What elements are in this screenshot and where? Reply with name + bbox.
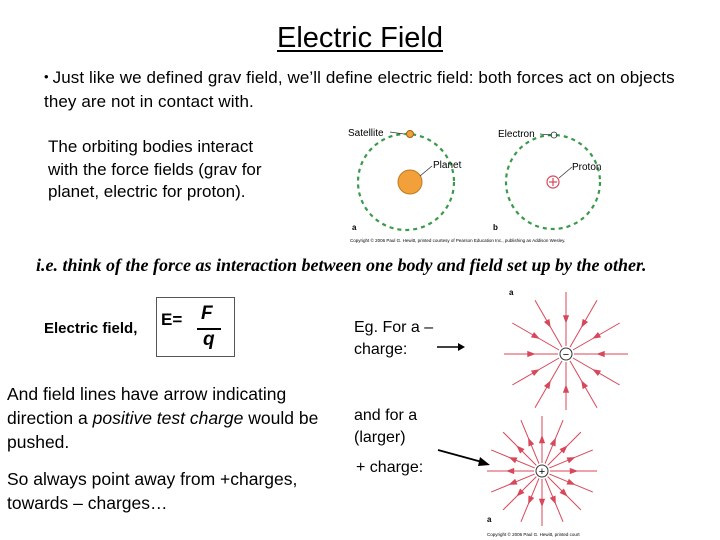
neg-field-arrowhead — [532, 370, 539, 375]
arrow-icon — [436, 341, 466, 353]
pos-field-arrowhead — [540, 499, 545, 505]
pos-field-arrowhead — [510, 458, 517, 463]
neg-field-arrowhead — [582, 320, 587, 327]
pos-field-arrowhead — [529, 439, 534, 446]
pos-field-arrowhead — [567, 458, 574, 463]
negative-charge-symbol: − — [562, 349, 570, 361]
pos-field-arrowhead — [540, 436, 545, 442]
neg-field-arrowhead — [528, 352, 534, 357]
positive-charge-caption: and for a (larger) — [354, 407, 418, 446]
neg-field-arrowhead — [532, 333, 539, 338]
pos-panel-label: a — [487, 515, 492, 524]
satellite-label: Satellite — [348, 128, 384, 139]
orbit-description: The orbiting bodies interact with the force fields (grav for planet, electric for proton). — [48, 137, 262, 201]
negative-charge-field-diagram — [500, 280, 630, 410]
neg-field-arrowhead — [545, 320, 550, 327]
neg-field-arrowhead — [564, 316, 569, 322]
equation-lhs: E= — [161, 310, 183, 329]
neg-field-arrowhead — [564, 386, 569, 392]
neg-field-arrowhead — [594, 370, 601, 375]
electric-field-label: Electric field, — [44, 320, 138, 337]
pos-field-arrowhead — [570, 469, 576, 474]
neg-field-arrowhead — [594, 333, 601, 338]
planet-label: Planet — [433, 160, 462, 171]
pos-field-arrowhead — [551, 439, 556, 446]
equation-numerator: F — [201, 303, 213, 324]
pos-field-arrowhead — [510, 480, 517, 485]
pos-field-arrowhead — [507, 469, 513, 474]
equation-denominator: q — [203, 329, 215, 350]
electron-label: Electron — [498, 129, 535, 140]
interaction-text: i.e. think of the force as interaction between one body and field set up by the other. — [36, 255, 647, 275]
positive-charge-field-diagram — [482, 415, 612, 540]
slide-title: Electric Field — [277, 22, 443, 54]
bullet-text: • Just like we defined grav field, we’ll define electric field: both forces act on objects they are not in contact with. — [44, 68, 675, 111]
neg-field-arrowhead — [582, 382, 587, 389]
field-lines-text: And field lines have arrow indicating direction a positive test charge would be pushed. — [7, 384, 319, 452]
pos-field-arrowhead — [529, 496, 534, 503]
positive-charge-symbol: + — [538, 466, 546, 478]
neg-field-arrowhead — [545, 382, 550, 389]
pos-field-arrowhead — [567, 480, 574, 485]
orbit-credit: Copyright © 2006 Paul G. Hewitt, printed courtesy of Pearson Education Inc., publishing as Addison Wesley. — [350, 238, 566, 243]
neg-field-arrowhead — [598, 352, 604, 357]
neg-panel-label: a — [509, 288, 514, 297]
orbit-figure — [340, 118, 602, 246]
planet-icon — [398, 170, 422, 194]
plus-charge-caption: + charge: — [356, 459, 424, 476]
direction-text: So always point away from +charges, towards – charges… — [7, 469, 298, 513]
satellite-icon — [407, 131, 414, 138]
negative-charge-caption: Eg. For a – charge: — [354, 319, 434, 358]
panel-label-b: b — [493, 223, 498, 232]
bullet-dot: • — [44, 69, 49, 84]
proton-label: Proton — [572, 162, 602, 173]
field-credit: Copyright © 2006 Paul G. Hewitt, printed court — [487, 532, 580, 537]
pos-field-arrowhead — [551, 496, 556, 503]
panel-label-a: a — [352, 223, 357, 232]
